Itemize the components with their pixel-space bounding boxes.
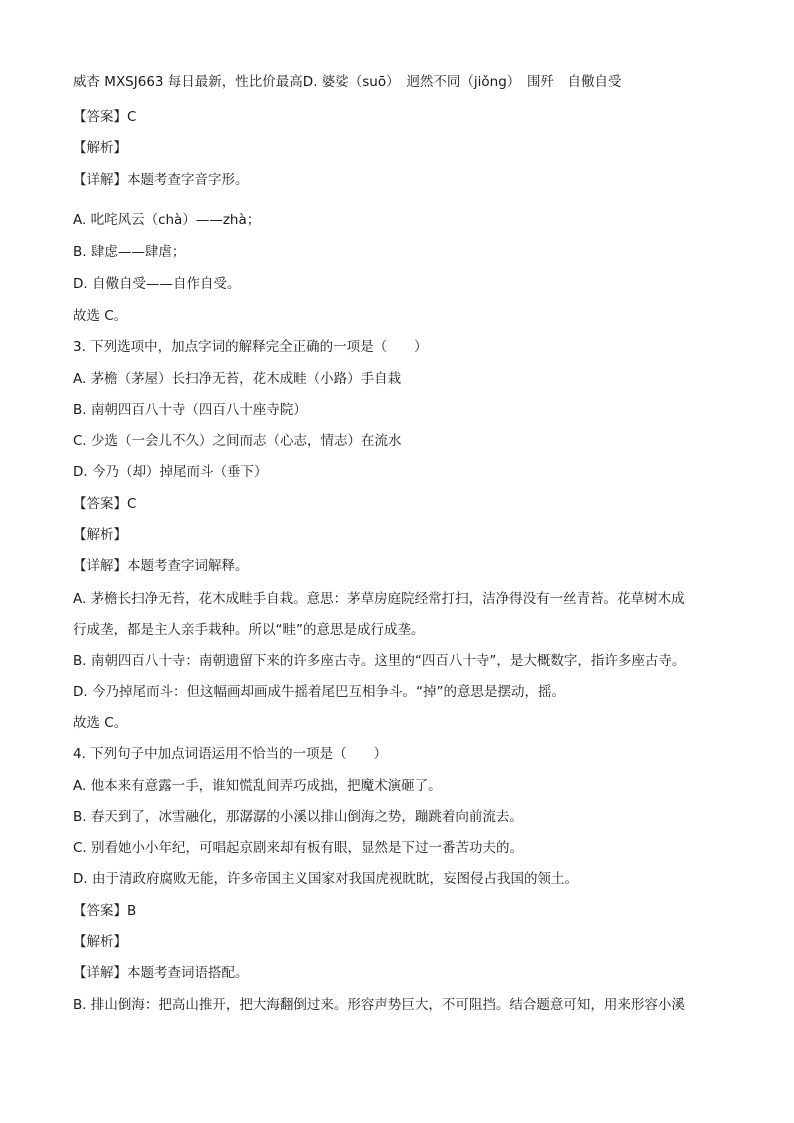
option-d: D. 由于清政府腐败无能，许多帝国主义国家对我国虎视眈眈，妄图侵占我国的领土。 (73, 871, 578, 887)
text-line: A. 茅檐长扫净无苔，花木成畦手自栽。意思：茅草房庭院经常打扫，洁净得没有一丝青苔。花草树木成 (73, 591, 685, 607)
detail-label: 【详解】本题考查词语搭配。 (73, 965, 249, 981)
text-line: B. 肆虑——肆虐； (73, 244, 186, 260)
answer-label: 【答案】C (73, 109, 137, 125)
text-line: 行成垄，都是主人亲手栽种。所以“畦”的意思是成行成垄。 (73, 622, 425, 638)
detail-label: 【详解】本题考查字音字形。 (73, 172, 249, 188)
text-line: D. 自儆自受——自作自受。 (73, 276, 241, 292)
detail-label: 【详解】本题考查字词解释。 (73, 558, 249, 574)
text-line: B. 排山倒海：把高山推开，把大海翻倒过来。形容声势巨大，不可阻挡。结合题意可知，用来形容小溪 (73, 997, 685, 1013)
option-c: C. 别看她小小年纪，可唱起京剧来却有板有眼，显然是下过一番苦功夫的。 (73, 840, 524, 856)
option-b: B. 春天到了，冰雪融化，那潺潺的小溪以排山倒海之势，蹦跳着向前流去。 (73, 809, 523, 825)
analysis-label: 【解析】 (73, 527, 127, 543)
option-a: A. 茅檐（茅屋）长扫净无苔，花木成畦（小路）手自栽 (73, 371, 402, 387)
text-line-header: 威杏 MXSJ663 每日最新，性比价最高D. 婆娑（suō） 迥然不同（jiǒng） 围歼 自儆自受 (73, 74, 622, 90)
answer-label: 【答案】C (73, 496, 137, 512)
answer-label: 【答案】B (73, 903, 137, 919)
question-4: 4. 下列句子中加点词语运用不恰当的一项是（ ） (73, 746, 388, 762)
option-b: B. 南朝四百八十寺（四百八十座寺院） (73, 402, 307, 418)
text-line: B. 南朝四百八十寺：南朝遗留下来的许多座古寺。这里的“四百八十寺”，是大概数字，指许多座古寺。 (73, 653, 686, 669)
text-line: 故选 C。 (73, 308, 128, 324)
option-c: C. 少选（一会儿不久）之间而志（心志，情志）在流水 (73, 433, 402, 449)
option-d: D. 今乃（却）掉尾而斗（垂下） (73, 464, 268, 480)
question-3: 3. 下列选项中，加点字词的解释完全正确的一项是（ ） (73, 339, 428, 355)
text-line: 故选 C。 (73, 715, 128, 731)
text-line: A. 叱咤风云（chà）——zhà； (73, 212, 261, 228)
analysis-label: 【解析】 (73, 934, 127, 950)
option-a: A. 他本来有意露一手，谁知慌乱间弄巧成拙，把魔术演砸了。 (73, 778, 442, 794)
analysis-label: 【解析】 (73, 140, 127, 156)
text-line: D. 今乃掉尾而斗：但这幅画却画成牛摇着尾巴互相争斗。“掉”的意思是摆动，摇。 (73, 684, 565, 700)
